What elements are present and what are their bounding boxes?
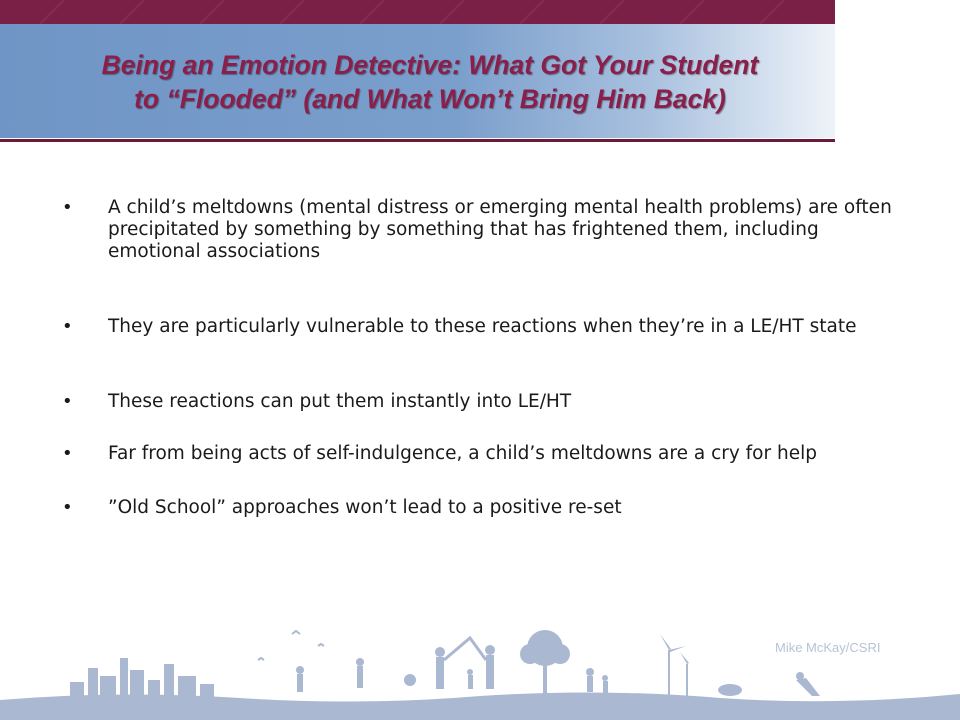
bullet-text: Far from being acts of self-indulgence, a child’s meltdowns are a cry for help (108, 443, 817, 464)
bullet-item (62, 391, 892, 413)
bullet-text: These reactions can put them instantly into LE/HT (108, 391, 572, 412)
bullet-dot: • (62, 443, 73, 464)
slide-title-line-1: Being an Emotion Detective: What Got Your Student (101, 50, 759, 80)
band-pattern (0, 0, 835, 24)
bullet-item (62, 316, 892, 338)
bullet-item (62, 443, 892, 465)
bullet-dot: • (62, 197, 73, 218)
bullet-dot: • (62, 391, 73, 412)
bullet-text: A child’s meltdowns (mental distress or emerging mental health problems) are often precipitated by something by something that has frightened them, including emotional associations (108, 197, 892, 262)
city-skyline-illustration (0, 620, 960, 720)
title-underline (0, 139, 835, 142)
bullet-item (62, 497, 892, 519)
bullet-list (62, 197, 892, 519)
bullet-text: They are particularly vulnerable to these reactions when they’re in a LE/HT state (108, 316, 857, 337)
bullet-dot: • (62, 316, 73, 337)
bullet-text: ”Old School” approaches won’t lead to a positive re-set (108, 497, 622, 518)
slide-title-line-2: to “Flooded” (and What Won’t Bring Him Back) (134, 84, 726, 114)
top-decorative-band (0, 0, 835, 24)
bullet-item (62, 197, 892, 263)
footer-credit: Mike McKay/CSRI (775, 640, 881, 655)
bullet-dot: • (62, 497, 73, 518)
slide-title (20, 48, 840, 116)
